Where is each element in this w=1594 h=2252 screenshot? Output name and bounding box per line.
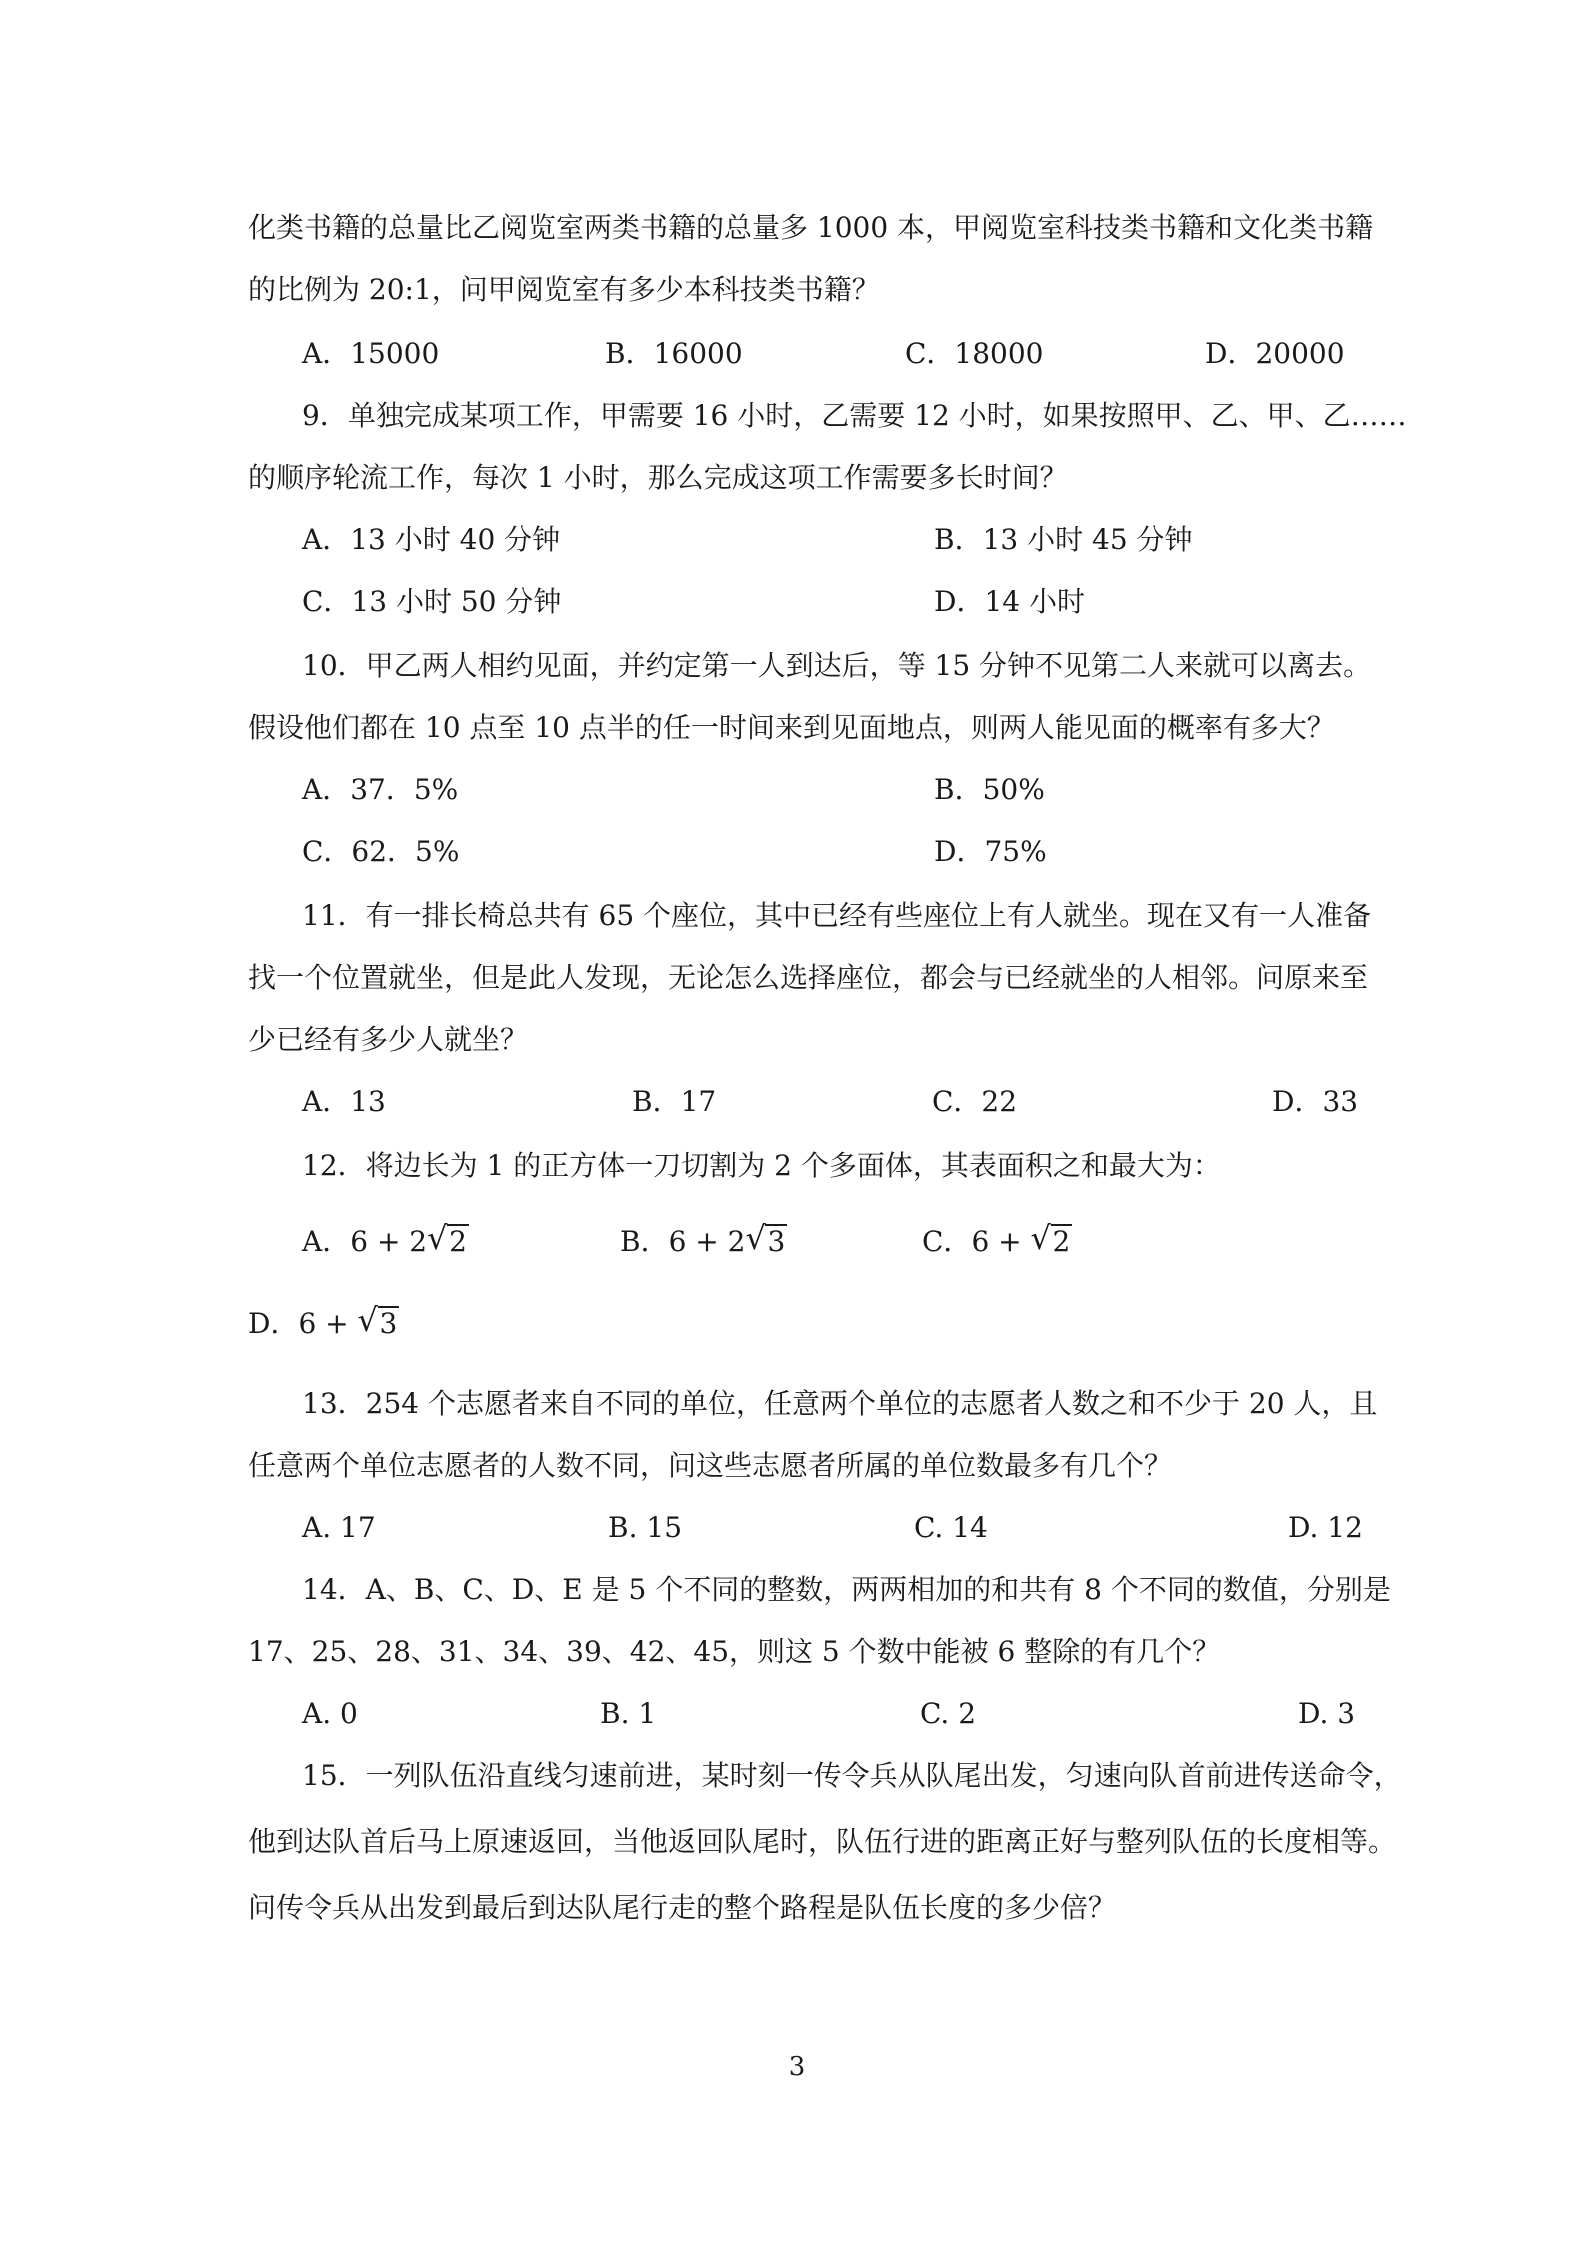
q12-option-d-label: D．: [248, 1307, 299, 1340]
q12-option-a-radicand: 2: [449, 1225, 467, 1258]
q13-line-2: 任意两个单位志愿者的人数不同，问这些志愿者所属的单位数最多有几个？: [248, 1449, 1173, 1482]
q11-option-a: A．13: [302, 1085, 386, 1118]
q14-line-2: 17、25、28、31、34、39、42、45，则这 5 个数中能被 6 整除的有几个？: [248, 1635, 1221, 1668]
q12-option-d-radicand: 3: [379, 1307, 398, 1340]
q9-option-b: B．13 小时 45 分钟: [934, 523, 1193, 556]
q13-line-1: 13．254 个志愿者来自不同的单位，任意两个单位的志愿者人数之和不少于 20 人，且: [302, 1387, 1378, 1420]
q8-line-2: 的比例为 20:1，问甲阅览室有多少本科技类书籍？: [248, 273, 880, 306]
q14-option-c: C. 2: [920, 1697, 977, 1730]
q8-option-a: A．15000: [302, 337, 440, 370]
q10-option-a: A．37．5%: [302, 773, 459, 806]
q12-option-a: [302, 1219, 469, 1262]
q8-option-b: B．16000: [605, 337, 743, 370]
page-number: 3: [788, 2052, 806, 2082]
q15-line-3: 问传令兵从出发到最后到达队尾行走的整个路程是队伍长度的多少倍？: [248, 1891, 1117, 1924]
q11-line-1: 11．有一排长椅总共有 65 个座位，其中已经有些座位上有人就坐。现在又有一人准备: [302, 899, 1372, 932]
sqrt-symbol: √: [427, 1219, 448, 1257]
q13-option-d: D. 12: [1288, 1511, 1363, 1544]
q12-option-d-prefix: 6 +: [298, 1307, 358, 1340]
q12-option-b-sqrt: [745, 1219, 787, 1262]
q13-option-b: B. 15: [608, 1511, 683, 1544]
q14-option-a: A. 0: [302, 1697, 358, 1730]
q11-option-c: C．22: [932, 1085, 1018, 1118]
q8-option-c: C．18000: [905, 337, 1044, 370]
q14-line-1: 14．A、B、C、D、E 是 5 个不同的整数，两两相加的和共有 8 个不同的数值，分别是: [302, 1573, 1391, 1606]
q11-line-3: 少已经有多少人就坐？: [248, 1023, 529, 1056]
q9-option-a: A．13 小时 40 分钟: [302, 523, 561, 556]
q12-line-1: 12．将边长为 1 的正方体一刀切割为 2 个多面体，其表面积之和最大为：: [302, 1149, 1221, 1182]
sqrt-symbol: √: [1030, 1219, 1051, 1257]
q9-option-c: C．13 小时 50 分钟: [302, 585, 562, 618]
q11-line-2: 找一个位置就坐，但是此人发现，无论怎么选择座位，都会与已经就坐的人相邻。问原来至: [248, 961, 1369, 994]
q13-option-a: A. 17: [302, 1511, 376, 1544]
q11-option-d: D．33: [1272, 1085, 1359, 1118]
q13-option-c: C. 14: [914, 1511, 988, 1544]
q12-option-b: [620, 1219, 787, 1262]
q12-option-c-sqrt: [1030, 1219, 1073, 1262]
q10-option-b: B．50%: [934, 773, 1045, 806]
q12-option-d-sqrt: [357, 1301, 400, 1344]
q12-option-b-label: B．: [620, 1225, 669, 1258]
q14-option-d: D. 3: [1298, 1697, 1356, 1730]
q9-line-1: 9．单独完成某项工作，甲需要 16 小时，乙需要 12 小时，如果按照甲、乙、甲、乙……: [302, 399, 1407, 432]
q9-option-d: D．14 小时: [934, 585, 1085, 618]
q8-line-1: 化类书籍的总量比乙阅览室两类书籍的总量多 1000 本，甲阅览室科技类书籍和文化类书籍: [248, 211, 1374, 244]
q10-line-1: 10．甲乙两人相约见面，并约定第一人到达后，等 15 分钟不见第二人来就可以离去。: [302, 649, 1372, 682]
q12-option-c-label: C．: [922, 1225, 972, 1258]
q12-option-c: [922, 1219, 1072, 1262]
q12-option-b-radicand: 3: [767, 1225, 786, 1258]
q10-option-d: D．75%: [934, 835, 1047, 868]
q12-option-a-sqrt: [427, 1219, 469, 1262]
q10-option-c: C．62．5%: [302, 835, 460, 868]
q15-line-1: 15．一列队伍沿直线匀速前进，某时刻一传令兵从队尾出发，匀速向队首前进传送命令，: [302, 1759, 1402, 1792]
sqrt-symbol: √: [357, 1301, 378, 1339]
q10-line-2: 假设他们都在 10 点至 10 点半的任一时间来到见面地点，则两人能见面的概率有多大？: [248, 711, 1335, 744]
q12-option-d: [248, 1301, 399, 1344]
q12-option-c-radicand: 2: [1052, 1225, 1071, 1258]
q12-option-c-prefix: 6 +: [971, 1225, 1031, 1258]
q12-option-a-prefix: 6 + 2: [350, 1225, 428, 1258]
q12-option-b-prefix: 6 + 2: [668, 1225, 746, 1258]
q14-option-b: B. 1: [600, 1697, 657, 1730]
q15-line-2: 他到达队首后马上原速返回，当他返回队尾时，队伍行进的距离正好与整列队伍的长度相等。: [248, 1825, 1397, 1858]
q8-option-d: D．20000: [1205, 337, 1345, 370]
q9-line-2: 的顺序轮流工作，每次 1 小时，那么完成这项工作需要多长时间？: [248, 461, 1068, 494]
q12-option-a-label: A．: [302, 1225, 351, 1258]
q11-option-b: B．17: [632, 1085, 717, 1118]
sqrt-symbol: √: [745, 1219, 766, 1257]
